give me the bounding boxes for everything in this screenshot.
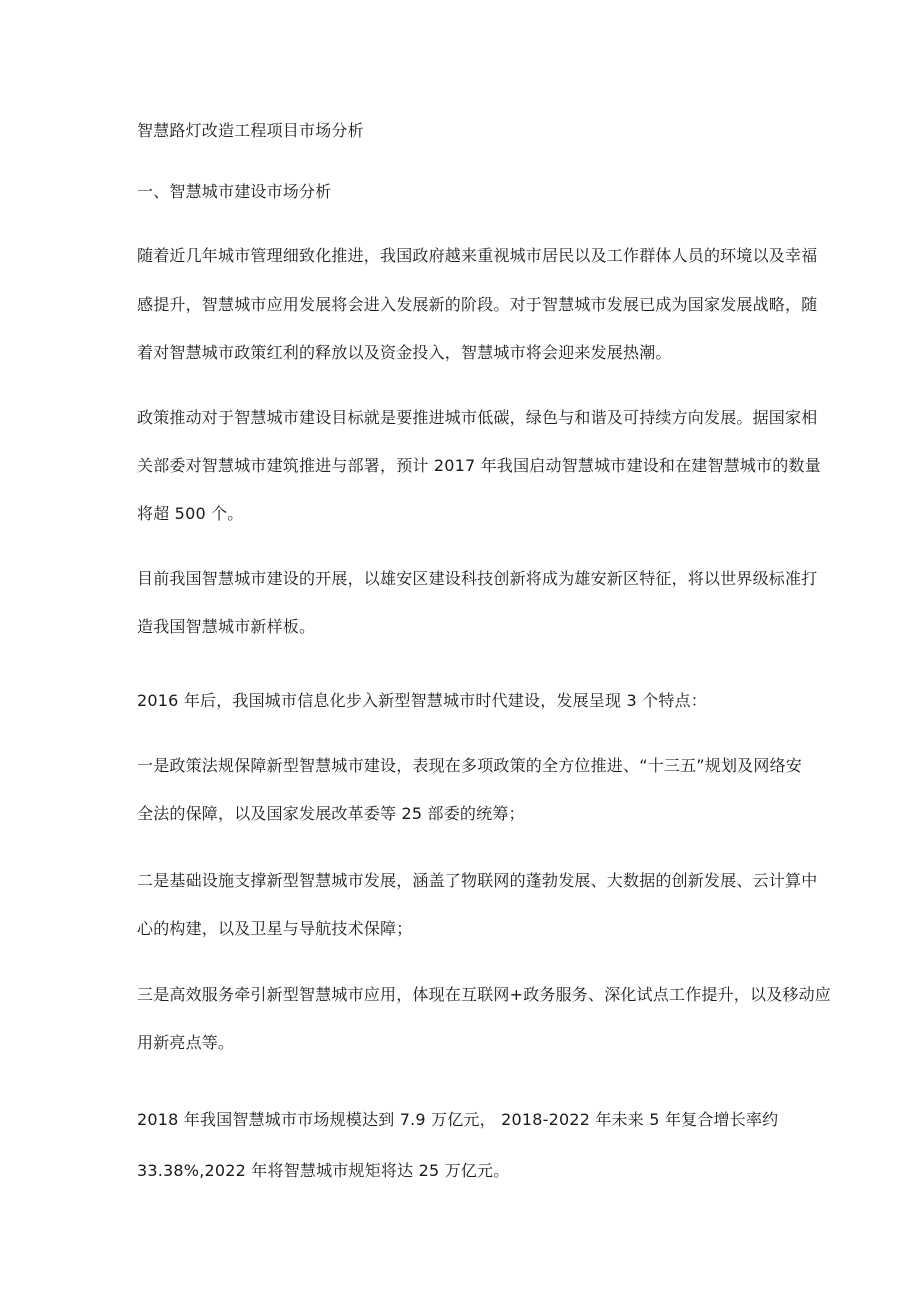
paragraph-line: 将超 500 个。 xyxy=(137,504,244,523)
paragraph-line: 着对智慧城市政策红利的释放以及资金投入，智慧城市将会迎来发展热潮。 xyxy=(137,343,672,362)
paragraph-line: 政策推动对于智慧城市建设目标就是要推进城市低碳，绿色与和谐及可持续方向发展。据国家相 xyxy=(137,408,818,427)
paragraph-line: 2018 年我国智慧城市市场规模达到 7.9 万亿元， 2018-2022 年未来 5 年复合增长率约 xyxy=(137,1110,779,1129)
paragraph-line: 感提升，智慧城市应用发展将会进入发展新的阶段。对于智慧城市发展已成为国家发展战略，随 xyxy=(137,295,818,314)
document-title: 智慧路灯改造工程项目市场分析 xyxy=(137,121,364,140)
paragraph-line: 用新亮点等。 xyxy=(137,1033,235,1052)
paragraph-line: 心的构建，以及卫星与导航技术保障； xyxy=(137,919,413,938)
paragraph-line: 2016 年后，我国城市信息化步入新型智慧城市时代建设，发展呈现 3 个特点： xyxy=(137,691,707,710)
paragraph-line: 三是高效服务牵引新型智慧城市应用，体现在互联网+政务服务、深化试点工作提升，以及移动应 xyxy=(137,985,832,1004)
paragraph-line: 目前我国智慧城市建设的开展，以雄安区建设科技创新将成为雄安新区特征，将以世界级标准打 xyxy=(137,569,818,588)
paragraph-line: 关部委对智慧城市建筑推进与部署，预计 2017 年我国启动智慧城市建设和在建智慧城市的数量 xyxy=(137,456,821,475)
paragraph-line: 33.38%,2022 年将智慧城市规矩将达 25 万亿元。 xyxy=(137,1161,510,1180)
paragraph-line: 一是政策法规保障新型智慧城市建设，表现在多项政策的全方位推进、“十三五”规划及网络安 xyxy=(137,756,802,775)
section-heading: 一、智慧城市建设市场分析 xyxy=(137,182,332,201)
paragraph-line: 随着近几年城市管理细致化推进，我国政府越来重视城市居民以及工作群体人员的环境以及幸福 xyxy=(137,246,818,265)
paragraph-line: 全法的保障，以及国家发展改革委等 25 部委的统筹； xyxy=(137,804,525,823)
paragraph-line: 造我国智慧城市新样板。 xyxy=(137,617,316,636)
paragraph-line: 二是基础设施支撑新型智慧城市发展，涵盖了物联网的蓬勃发展、大数据的创新发展、云计算中 xyxy=(137,871,818,890)
